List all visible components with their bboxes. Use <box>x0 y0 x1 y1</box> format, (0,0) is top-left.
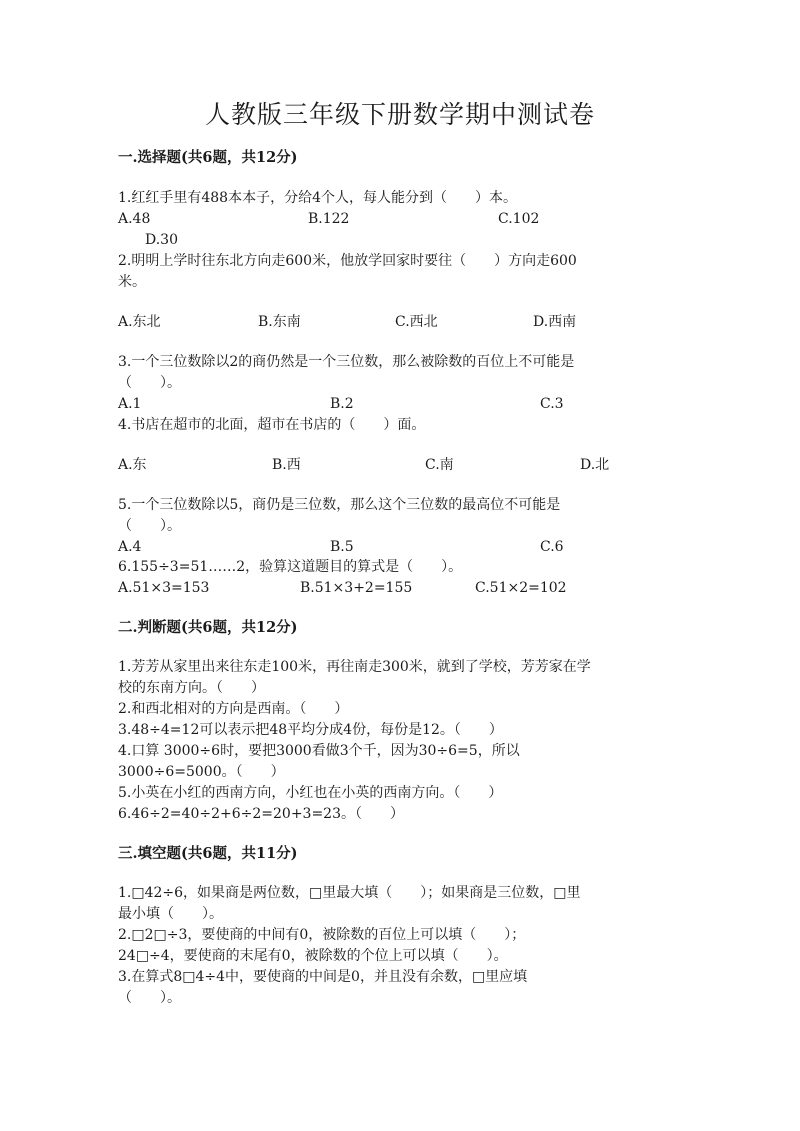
q1-option-d: D.30 <box>145 232 178 248</box>
q2-option-d: D.西南 <box>533 314 577 330</box>
q1-option-c: C.102 <box>498 211 540 227</box>
section-heading-fill: 三.填空题(共6题，共11分) <box>118 845 298 862</box>
q2-option-a: A.东北 <box>118 314 161 330</box>
fill-line: 1.□42÷6，如果商是两位数，□里最大填（ ）；如果商是三位数，□里 <box>118 885 581 901</box>
judgment-line: 5.小英在小红的西南方向，小红也在小英的西南方向。（ ） <box>118 785 503 801</box>
q5-option-b: B.5 <box>330 539 354 555</box>
q1-option-a: A.48 <box>118 211 151 227</box>
question-4-text: 4.书店在超市的北面，超市在书店的（ ）面。 <box>118 417 426 433</box>
q3-option-b: B.2 <box>330 396 354 412</box>
question-5-text-line1: 5.一个三位数除以5，商仍是三位数，那么这个三位数的最高位不可能是 <box>118 497 561 513</box>
fill-line: 24□÷4，要使商的末尾有0，被除数的个位上可以填（ ）。 <box>118 948 508 964</box>
section-heading-choice: 一.选择题(共6题，共12分) <box>118 149 298 166</box>
fill-line: （ ）。 <box>118 990 181 1006</box>
question-5-text-line2: （ ）。 <box>118 518 181 534</box>
q1-option-b: B.122 <box>308 211 350 227</box>
judgment-line: 校的东南方向。（ ） <box>118 680 265 696</box>
q2-option-c: C.西北 <box>395 314 438 330</box>
q4-option-a: A.东 <box>118 457 147 473</box>
question-2-text-line1: 2.明明上学时往东北方向走600米，他放学回家时要往（ ）方向走600 <box>118 253 577 269</box>
judgment-line: 4.口算 3000÷6时，要把3000看做3个千，因为30÷6=5，所以 <box>118 743 520 759</box>
judgment-line: 3.48÷4=12可以表示把48平均分成4份，每份是12。（ ） <box>118 722 503 738</box>
q4-option-d: D.北 <box>580 457 610 473</box>
q2-option-b: B.东南 <box>258 314 301 330</box>
judgment-line: 1.芳芳从家里出来往东走100米，再往南走300米，就到了学校，芳芳家在学 <box>118 659 591 675</box>
q6-option-a: A.51×3=153 <box>118 580 210 596</box>
q6-option-c: C.51×2=102 <box>475 580 567 596</box>
q4-option-b: B.西 <box>272 457 301 473</box>
question-1-text: 1.红红手里有488本本子，分给4个人，每人能分到（ ）本。 <box>118 190 517 206</box>
section-heading-judgment: 二.判断题(共6题，共12分) <box>118 619 298 636</box>
question-3-text-line1: 3.一个三位数除以2的商仍然是一个三位数，那么被除数的百位上不可能是 <box>118 354 575 370</box>
judgment-line: 2.和西北相对的方向是西南。（ ） <box>118 701 349 717</box>
fill-line: 2.□2□÷3，要使商的中间有0，被除数的百位上可以填（ ）； <box>118 927 526 943</box>
judgment-line: 6.46÷2=40÷2+6÷2=20+3=23。（ ） <box>118 806 404 822</box>
question-6-text: 6.155÷3=51……2，验算这道题目的算式是（ ）。 <box>118 559 463 575</box>
fill-line: 最小填（ ）。 <box>118 906 223 922</box>
judgment-line: 3000÷6=5000。（ ） <box>118 764 285 780</box>
q5-option-c: C.6 <box>540 539 564 555</box>
fill-line: 3.在算式8□4÷4中，要使商的中间是0，并且没有余数，□里应填 <box>118 969 528 985</box>
page-title: 人教版三年级下册数学期中测试卷 <box>204 100 595 129</box>
q4-option-c: C.南 <box>425 457 454 473</box>
q6-option-b: B.51×3+2=155 <box>300 580 413 596</box>
q5-option-a: A.4 <box>118 539 142 555</box>
question-2-text-line2: 米。 <box>118 274 146 290</box>
q3-option-a: A.1 <box>118 396 142 412</box>
q3-option-c: C.3 <box>540 396 564 412</box>
question-3-text-line2: （ ）。 <box>118 375 181 391</box>
